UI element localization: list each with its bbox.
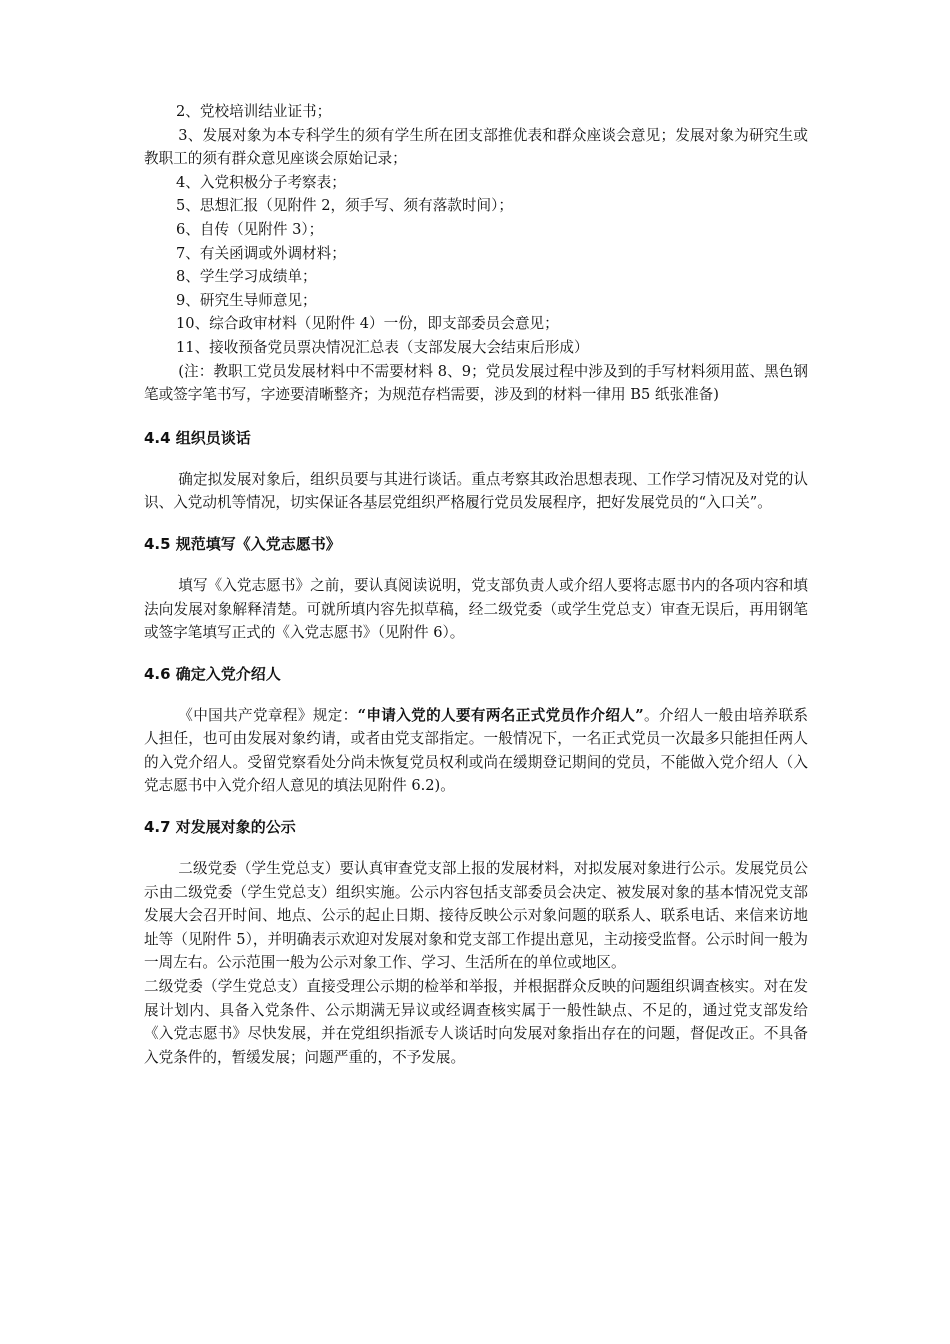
- section-body-4-7-para-1: 二级党委（学生党总支）要认真审查党支部上报的发展材料，对拟发展对象进行公示。发展党员公示由二级党委（学生党总支）组织实施。公示内容包括支部委员会决定、被发展对象的基本情况党支部发展大会召开时间、地点、公示的起止日期、接待反映公示对象问题的联系人、联系电话、来信来访地址等（见附件 5），并明确表示欢迎对发展对象和党支部工作提出意见，主动接受监督。公示时间一般为一周左右。公示范围一般为公示对象工作、学习、生活所在的单位或地区。: [144, 860, 808, 972]
- list-item: 8、学生学习成绩单；: [176, 268, 317, 286]
- materials-note: (注：教职工党员发展材料中不需要材料 8、9；党员发展过程中涉及到的手写材料须用蓝、黑色钢笔或签字笔书写，字迹要清晰整齐；为规范存档需要，涉及到的材料一律用 B5 纸张准备): [144, 362, 808, 404]
- section-heading-4-6: 4.6 确定入党介绍人: [144, 664, 281, 683]
- list-item: 2、党校培训结业证书；: [176, 103, 332, 120]
- body-text: 《中国共产党章程》规定：: [178, 706, 358, 724]
- list-item: 11、接收预备党员票决情况汇总表（支部发展大会结束后形成）: [176, 338, 589, 356]
- list-item: 9、研究生导师意见；: [176, 291, 317, 309]
- section-body-4-6: [144, 704, 808, 798]
- list-item: 5、思想汇报（见附件 2，须手写、须有落款时间）；: [176, 197, 513, 215]
- section-body-4-5: 填写《入党志愿书》之前，要认真阅读说明，党支部负责人或介绍人要将志愿书内的各项内容和填法向发展对象解释清楚。可就所填内容先拟草稿，经二级党委（或学生党总支）审查无误后，再用钢笔或签字笔填写正式的《入党志愿书》（见附件 6）。: [144, 576, 808, 642]
- document-page: [144, 100, 808, 1069]
- section-heading-4-7: 4.7 对发展对象的公示: [144, 818, 296, 837]
- list-item: 4、入党积极分子考察表；: [176, 173, 346, 191]
- quoted-regulation: “申请入党的人要有两名正式党员作介绍人”: [357, 706, 644, 724]
- section-body-4-4: 确定拟发展对象后，组织员要与其进行谈话。重点考察其政治思想表现、工作学习情况及对党的认识、入党动机等情况，切实保证各基层党组织严格履行党员发展程序，把好发展党员的“入口关”。: [144, 470, 808, 512]
- materials-list: [144, 100, 808, 407]
- list-item: 7、有关函调或外调材料；: [176, 244, 346, 262]
- list-item: 10、综合政审材料（见附件 4）一份，即支部委员会意见；: [176, 315, 559, 333]
- section-body-4-7-para-2: 二级党委（学生党总支）直接受理公示期的检举和举报，并根据群众反映的问题组织调查核实。对在发展计划内、具备入党条件、公示期满无异议或经调查核实属于一般性缺点、不足的，通过党支部发给《入党志愿书》尽快发展，并在党组织指派专人谈话时向发展对象指出存在的问题，督促改正。不具备入党条件的，暂缓发展；问题严重的，不予发展。: [144, 978, 808, 1066]
- section-heading-4-4: 4.4 组织员谈话: [144, 428, 251, 447]
- section-heading-4-5: 4.5 规范填写《入党志愿书》: [144, 534, 341, 553]
- list-item: 3、发展对象为本专科学生的须有学生所在团支部推优表和群众座谈会意见；发展对象为研究生或教职工的须有群众意见座谈会原始记录；: [144, 126, 808, 168]
- list-item: 6、自传（见附件 3）；: [176, 220, 324, 238]
- body-text: 。介绍人一般由培养联系人担任，也可由发展对象约请，或者由党支部指定。一般情况下，一名正式党员一次最多只能担任两人的入党介绍人。受留党察看处分尚未恢复党员权利或尚在缓期登记期间的党员，不能做入党介绍人（入党志愿书中入党介绍人意见的填法见附件 6.2)。: [144, 706, 808, 795]
